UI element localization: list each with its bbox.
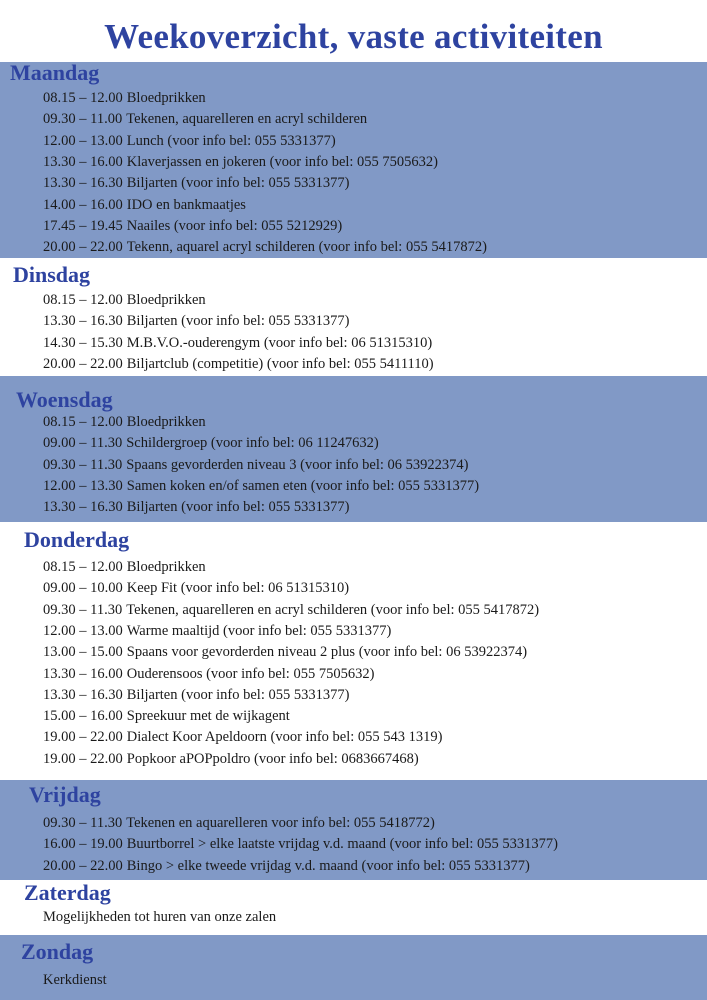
activity-time: 13.30 – 16.00: [43, 665, 123, 682]
day-heading: Dinsdag: [13, 262, 91, 287]
day-section-vrijdag: [0, 780, 707, 880]
activity-description: Biljartclub (competitie) (voor info bel: 055 5411110): [126, 355, 434, 372]
activity-time: 08.15 – 12.00: [43, 292, 123, 308]
activity-description: Spreekuur met de wijkagent: [126, 708, 290, 725]
day-heading: Maandag: [10, 60, 100, 85]
activity-row: [43, 195, 246, 215]
activity-description: Mogelijkheden tot huren van onze zalen: [43, 909, 277, 925]
activity-time: 13.00 – 15.00: [43, 644, 123, 661]
day-section-maandag: [0, 62, 707, 258]
activity-row: [43, 856, 530, 876]
day-section-woensdag: [0, 376, 707, 522]
activity-row: [43, 600, 539, 620]
activity-description: Naailes (voor info bel: 055 5212929): [126, 217, 343, 234]
activity-row: [43, 578, 349, 598]
day-section-dinsdag: [0, 262, 707, 374]
activity-description: Ouderensoos (voor info bel: 055 7505632): [126, 665, 375, 682]
activity-row: [43, 706, 290, 726]
activity-time: 13.30 – 16.30: [43, 499, 123, 516]
activity-row: [43, 642, 527, 662]
activity-description: Samen koken en/of samen eten (voor info bel: 055 5331377): [126, 477, 480, 494]
activity-time: 20.00 – 22.00: [43, 355, 123, 372]
activity-time: 08.15 – 12.00: [43, 90, 123, 106]
activity-time: 13.30 – 16.30: [43, 686, 123, 703]
activity-row: [43, 433, 379, 453]
activity-time: 12.00 – 13.30: [43, 477, 123, 494]
activity-row: [43, 476, 479, 496]
activity-row: [43, 131, 336, 151]
activity-row: [43, 727, 442, 747]
activity-row: [43, 749, 419, 769]
page-title: Weekoverzicht, vaste activiteiten: [104, 17, 603, 56]
activity-time: 14.00 – 16.00: [43, 196, 123, 213]
activity-time: 20.00 – 22.00: [43, 239, 123, 256]
activity-row: [43, 412, 206, 432]
activity-description: Bloedprikken: [126, 414, 206, 430]
activity-time: 09.30 – 11.00: [43, 111, 123, 128]
activity-row: [43, 557, 206, 577]
activity-description: Bloedprikken: [126, 292, 206, 308]
activity-row: [43, 152, 438, 172]
activity-time: 16.00 – 19.00: [43, 836, 123, 853]
day-section-zaterdag: [0, 880, 707, 935]
activity-time: 13.30 – 16.30: [43, 175, 123, 192]
day-section-donderdag: [0, 524, 707, 778]
activity-description: Bloedprikken: [126, 90, 206, 106]
activity-description: Biljarten (voor info bel: 055 5331377): [126, 313, 350, 330]
activity-description: Tekenen en aquarelleren voor info bel: 055 5418772): [126, 815, 435, 831]
activity-row: [43, 333, 432, 353]
activity-time: 08.15 – 12.00: [43, 414, 123, 430]
activity-description: Spaans voor gevorderden niveau 2 plus (voor info bel: 06 53922374): [126, 644, 528, 661]
activity-description: Tekenen, aquarelleren en acryl schilderen (voor info bel: 055 5417872): [126, 601, 540, 618]
activity-description: Bloedprikken: [126, 559, 206, 575]
activity-description: Dialect Koor Apeldoorn (voor info bel: 055 543 1319): [126, 729, 443, 746]
activity-row: [43, 109, 367, 129]
activity-row: [43, 173, 349, 193]
activity-time: 20.00 – 22.00: [43, 857, 123, 874]
activity-description: Kerkdienst: [43, 972, 107, 988]
activity-time: 12.00 – 13.00: [43, 132, 123, 149]
activity-time: 09.30 – 11.30: [43, 456, 123, 473]
activity-row: [43, 664, 374, 684]
day-heading: Donderdag: [24, 527, 130, 552]
activity-description: Biljarten (voor info bel: 055 5331377): [126, 175, 350, 192]
activity-row: [43, 455, 469, 475]
activity-time: 09.30 – 11.30: [43, 815, 123, 831]
activity-description: IDO en bankmaatjes: [126, 196, 246, 213]
activity-row: [43, 290, 206, 310]
activity-description: Biljarten (voor info bel: 055 5331377): [126, 499, 350, 516]
activity-row: [43, 237, 487, 257]
activity-description: Popkoor aPOPpoldro (voor info bel: 0683667468): [126, 750, 419, 767]
activity-time: 17.45 – 19.45: [43, 217, 123, 234]
day-section-zondag: [0, 935, 707, 1000]
activity-row: [43, 621, 391, 641]
activity-time: 19.00 – 22.00: [43, 729, 123, 746]
activity-description: Lunch (voor info bel: 055 5331377): [126, 132, 336, 149]
activity-description: Warme maaltijd (voor info bel: 055 5331377): [126, 622, 392, 639]
activity-time: 12.00 – 13.00: [43, 622, 123, 639]
activity-time: 13.30 – 16.30: [43, 313, 123, 330]
activity-description: Keep Fit (voor info bel: 06 51315310): [126, 580, 350, 597]
activity-row: [43, 907, 276, 927]
activity-description: Bingo > elke tweede vrijdag v.d. maand (voor info bel: 055 5331377): [126, 857, 530, 874]
activity-time: 09.00 – 10.00: [43, 580, 123, 597]
activity-row: [43, 88, 206, 108]
activity-description: Buurtborrel > elke laatste vrijdag v.d. maand (voor info bel: 055 5331377): [126, 836, 559, 853]
activity-row: [43, 354, 434, 374]
activity-row: [43, 970, 107, 990]
activity-row: [43, 834, 558, 854]
activity-description: Tekenn, aquarel acryl schilderen (voor info bel: 055 5417872): [126, 239, 487, 256]
activity-row: [43, 216, 342, 236]
day-heading: Zaterdag: [24, 880, 111, 905]
activity-description: Spaans gevorderden niveau 3 (voor info bel: 06 53922374): [126, 456, 469, 473]
activity-time: 09.00 – 11.30: [43, 435, 123, 452]
activity-time: 08.15 – 12.00: [43, 559, 123, 575]
activity-time: 13.30 – 16.00: [43, 153, 123, 170]
activity-row: [43, 685, 349, 705]
activity-description: Klaverjassen en jokeren (voor info bel: 055 7505632): [126, 153, 439, 170]
day-heading: Woensdag: [16, 387, 113, 412]
activity-time: 19.00 – 22.00: [43, 750, 123, 767]
activity-time: 09.30 – 11.30: [43, 601, 123, 618]
activity-description: M.B.V.O.-ouderengym (voor info bel: 06 51315310): [126, 334, 433, 351]
day-heading: Vrijdag: [29, 782, 101, 807]
activity-row: [43, 813, 435, 833]
activity-row: [43, 311, 349, 331]
activity-time: 14.30 – 15.30: [43, 334, 123, 351]
activity-description: Biljarten (voor info bel: 055 5331377): [126, 686, 350, 703]
activity-description: Tekenen, aquarelleren en acryl schilderen: [126, 111, 368, 128]
day-heading: Zondag: [21, 939, 94, 964]
activity-row: [43, 497, 349, 517]
activity-description: Schildergroep (voor info bel: 06 11247632): [126, 435, 379, 452]
activity-time: 15.00 – 16.00: [43, 708, 123, 725]
